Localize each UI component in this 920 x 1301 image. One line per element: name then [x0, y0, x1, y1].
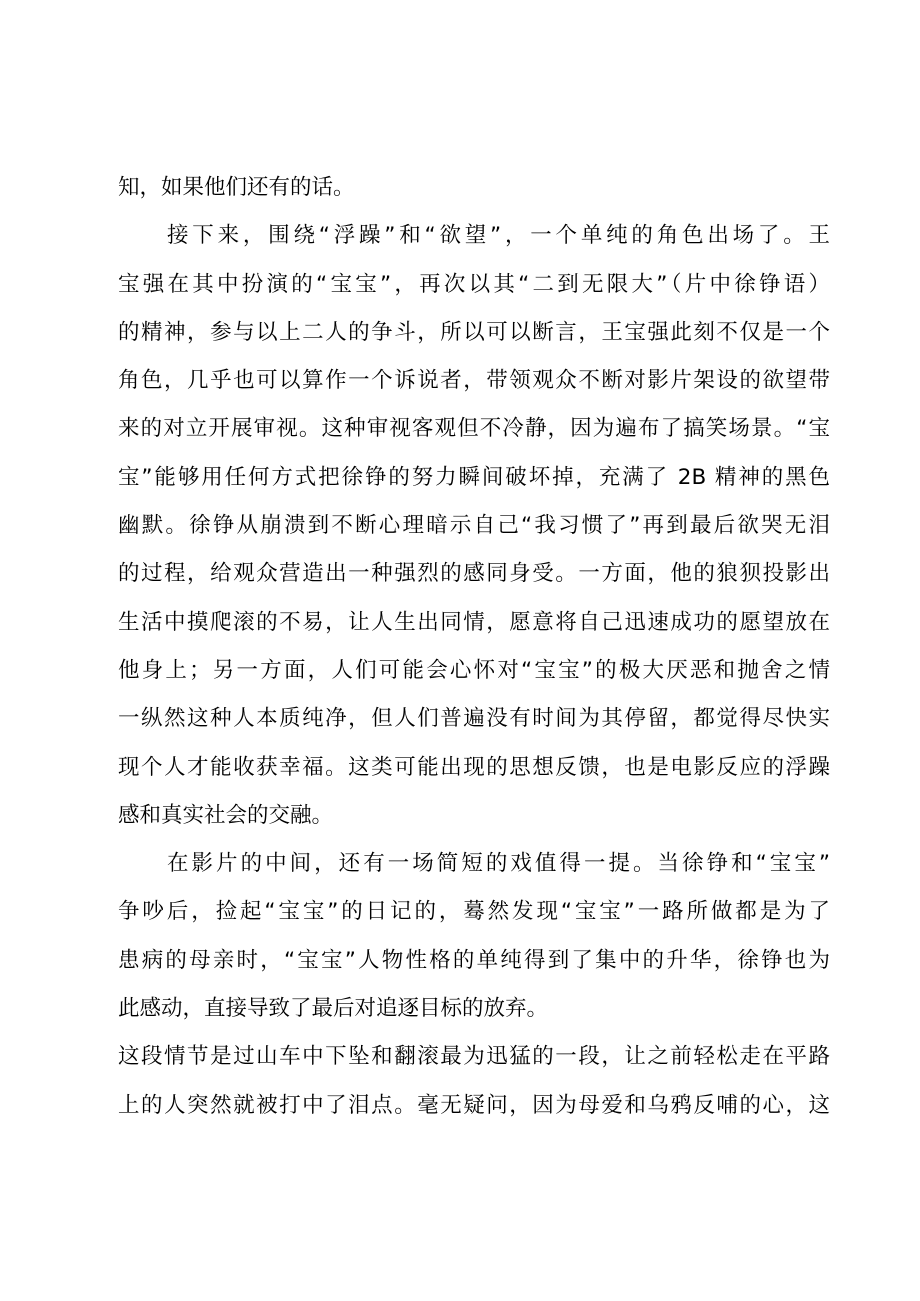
text-line: 幽默。徐铮从崩溃到不断心理暗示自己“我习惯了”再到最后欲哭无泪 [118, 513, 830, 539]
text-line: 感和真实社会的交融。 [118, 802, 334, 828]
text-line: 的过程，给观众营造出一种强烈的感同身受。一方面，他的狼狈投影出 [118, 561, 830, 587]
text-line: 他身上；另一方面，人们可能会心怀对“宝宝”的极大厌恶和抛舍之情 [118, 657, 830, 683]
text-line: 一纵然这种人本质纯净，但人们普遍没有时间为其停留，都觉得尽快实 [118, 706, 830, 732]
text-line: 知，如果他们还有的话。 [118, 175, 355, 200]
text-line: 此感动，直接导致了最后对追逐目标的放弃。 [118, 996, 549, 1022]
text-line: 接下来，围绕“浮躁”和“欲望”，一个单纯的角色出场了。王 [167, 223, 830, 249]
text-line: 这段情节是过山车中下坠和翻滚最为迅猛的一段，让之前轻松走在平路 [118, 1044, 830, 1070]
text-line: 上的人突然就被打中了泪点。毫无疑问，因为母爱和乌鸦反哺的心，这 [118, 1092, 830, 1118]
text-line: 的精神，参与以上二人的争斗，所以可以断言，王宝强此刻不仅是一个 [118, 319, 830, 345]
text-line: 现个人才能收获幸福。这类可能出现的思想反馈，也是电影反应的浮躁 [118, 754, 830, 780]
text-line: 患病的母亲时，“宝宝”人物性格的单纯得到了集中的升华，徐铮也为 [118, 947, 830, 973]
text-line: 角色，几乎也可以算作一个诉说者，带领观众不断对影片架设的欲望带 [118, 368, 830, 394]
body-text [118, 164, 830, 1130]
text-line: 生活中摸爬滚的不易，让人生出同情，愿意将自己迅速成功的愿望放在 [118, 609, 830, 635]
text-line: 宝强在其中扮演的“宝宝”，再次以其“二到无限大”（片中徐铮语） [118, 271, 830, 297]
text-line: 在影片的中间，还有一场简短的戏值得一提。当徐铮和“宝宝” [167, 851, 830, 877]
text-line: 宝”能够用任何方式把徐铮的努力瞬间破坏掉，充满了 2B 精神的黑色 [118, 464, 830, 490]
text-line: 争吵后，捡起“宝宝”的日记的，蓦然发现“宝宝”一路所做都是为了 [118, 899, 830, 925]
text-line: 来的对立开展审视。这种审视客观但不冷静，因为遍布了搞笑场景。“宝 [118, 416, 830, 442]
